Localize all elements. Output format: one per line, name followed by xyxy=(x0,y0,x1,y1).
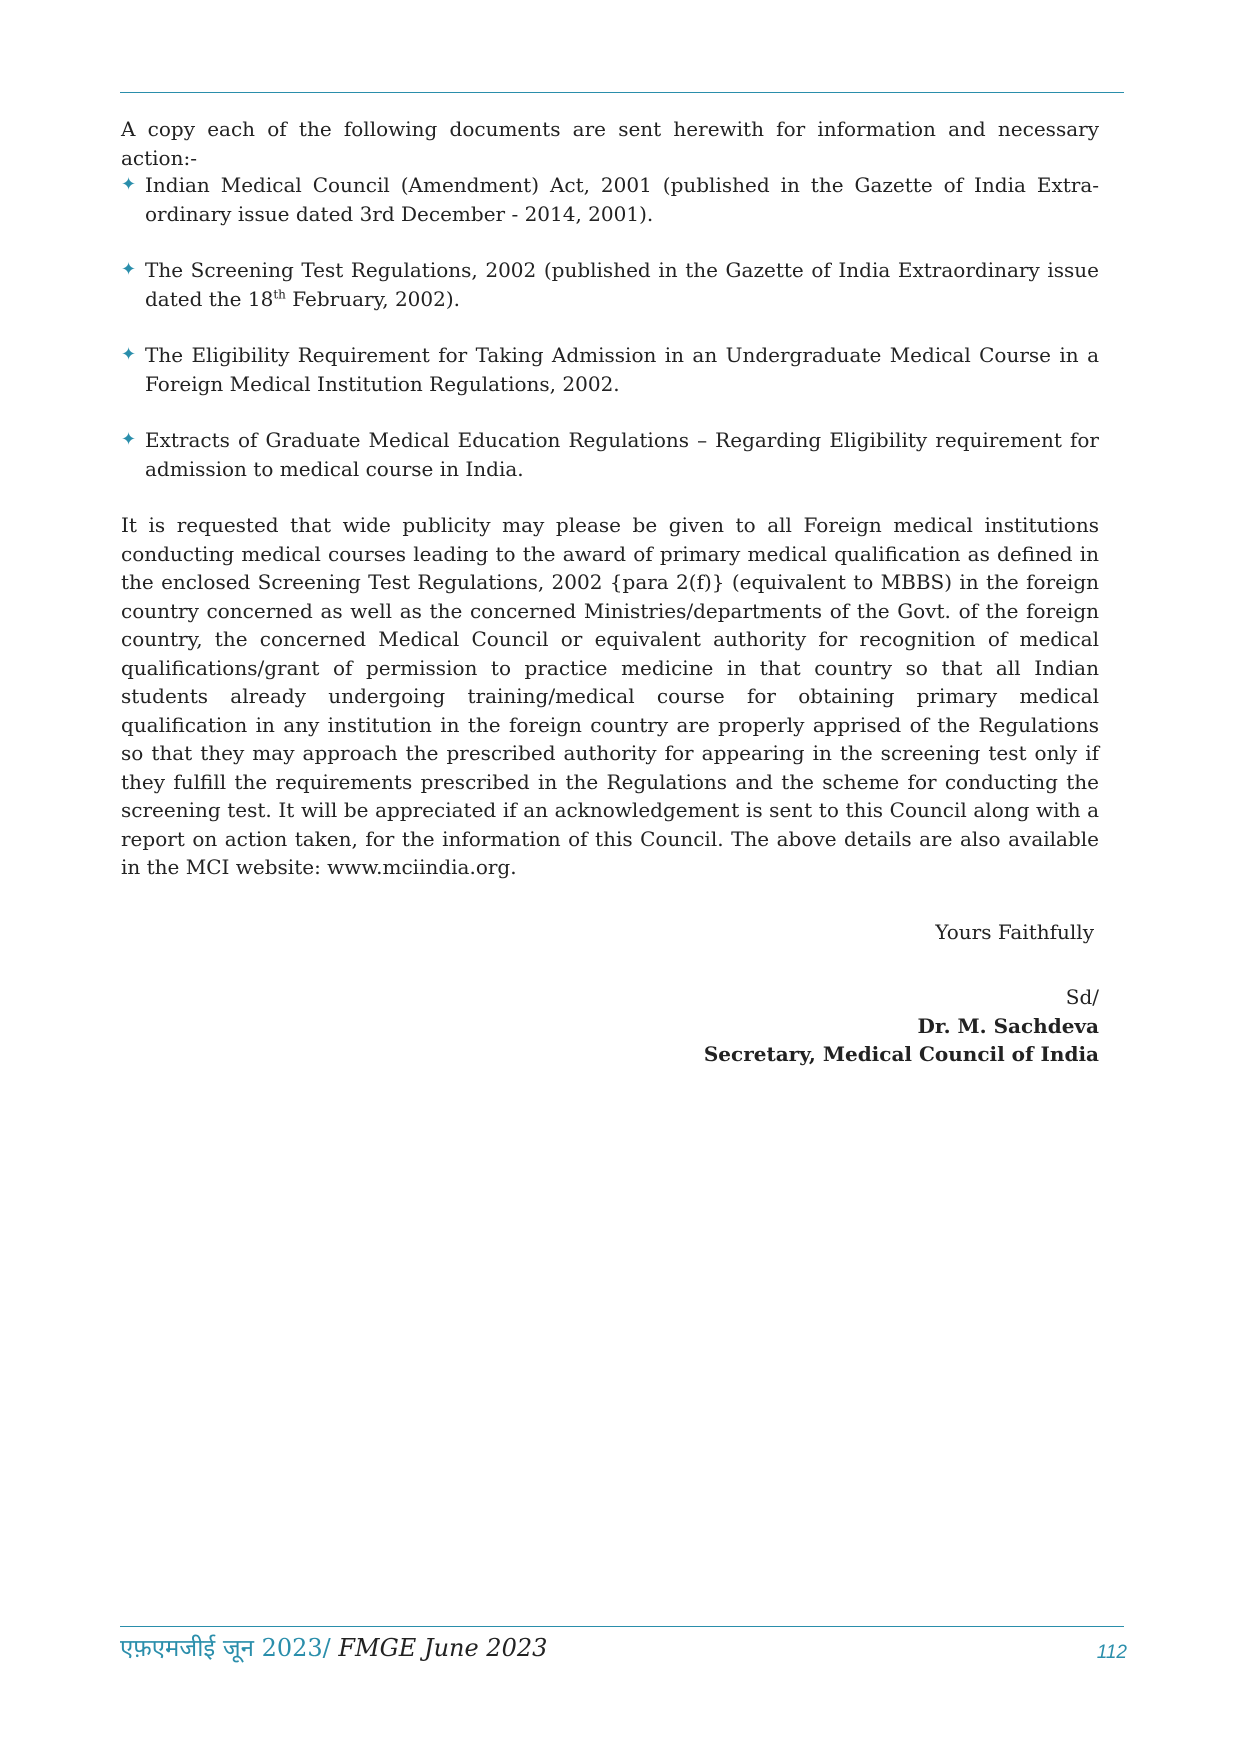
signatory-name: Dr. M. Sachdeva xyxy=(917,1013,1099,1038)
bullet-star-icon: ✦ xyxy=(121,174,137,195)
header-rule xyxy=(120,92,1124,93)
page-number: 112 xyxy=(1096,1642,1127,1663)
document-title-part: February, 2002). xyxy=(285,286,461,311)
closing-salutation: Yours Faithfully xyxy=(935,920,1094,944)
paragraph-line: qualifications/grant of permission to practice medicine in that country so that all Indian xyxy=(121,655,1099,680)
request-paragraph xyxy=(121,511,1099,882)
paragraph-line: the enclosed Screening Test Regulations, 2002 {para 2(f)} (equivalent to MBBS) in the foreign xyxy=(121,570,1099,594)
paragraph-line: in the MCI website: www.mciindia.org. xyxy=(121,855,517,879)
footer-hindi-title: एफ़एमजीई जून 2023/ xyxy=(120,1634,331,1662)
paragraph-line: It is requested that wide publicity may please be given to all Foreign medical institutions xyxy=(121,513,1099,537)
footer-rule xyxy=(120,1626,1124,1627)
document-title: The Eligibility Requirement for Taking Admission in an Undergraduate Medical Course in a Foreign Medical Institution Regulations, 2002. xyxy=(145,343,1099,396)
document-title: Extracts of Graduate Medical Education Regulations – Regarding Eligibility requirement for admission to medical course in India. xyxy=(145,428,1099,481)
intro-paragraph xyxy=(121,115,1099,172)
paragraph-line: country concerned as well as the concerned Ministries/departments of the Govt. of the foreign xyxy=(121,598,1099,623)
bullet-star-icon: ✦ xyxy=(121,344,137,365)
list-item xyxy=(121,256,1099,313)
list-item xyxy=(121,341,1099,398)
signed-mark: Sd/ xyxy=(1065,985,1099,1009)
bullet-star-icon: ✦ xyxy=(121,259,137,280)
paragraph-line: they fulfill the requirements prescribed in the Regulations and the scheme for conducting the xyxy=(121,769,1099,794)
list-item xyxy=(121,171,1099,228)
paragraph-line: conducting medical courses leading to the award of primary medical qualification as defined in xyxy=(121,541,1099,566)
paragraph-line: screening test. It will be appreciated if an acknowledgement is sent to this Council along with a xyxy=(121,798,1099,822)
document-title-part: The Screening Test Regulations, 2002 (published in the Gazette of India Extraordinary issue dated the 18 xyxy=(145,258,1099,311)
paragraph-line: report on action taken, for the information of this Council. The above details are also available xyxy=(121,826,1099,851)
documents-list xyxy=(121,171,1099,511)
paragraph-line: so that they may approach the prescribed authority for appearing in the screening test only if xyxy=(121,741,1099,765)
signature-block xyxy=(704,983,1099,1069)
footer-english-title: FMGE June 2023 xyxy=(330,1634,548,1662)
document-title: Indian Medical Council (Amendment) Act, 2001 (published in the Gazette of India Extra-ordinary issue dated 3rd December - 2014, 2001). xyxy=(145,173,1099,226)
paragraph-line: qualification in any institution in the foreign country are properly apprised of the Regulations xyxy=(121,712,1099,737)
intro-line: action:- xyxy=(121,145,197,170)
paragraph-line: country, the concerned Medical Council or equivalent authority for recognition of medical xyxy=(121,627,1099,651)
list-item xyxy=(121,426,1099,483)
document-title xyxy=(145,256,1099,313)
signatory-title: Secretary, Medical Council of India xyxy=(703,1042,1099,1066)
paragraph-line: students already undergoing training/medical course for obtaining primary medical xyxy=(121,684,1099,708)
bullet-star-icon: ✦ xyxy=(121,429,137,450)
footer-publication xyxy=(120,1631,547,1664)
intro-line: A copy each of the following documents are sent herewith for information and necessary xyxy=(121,117,1099,141)
ordinal-suffix: th xyxy=(273,286,286,301)
